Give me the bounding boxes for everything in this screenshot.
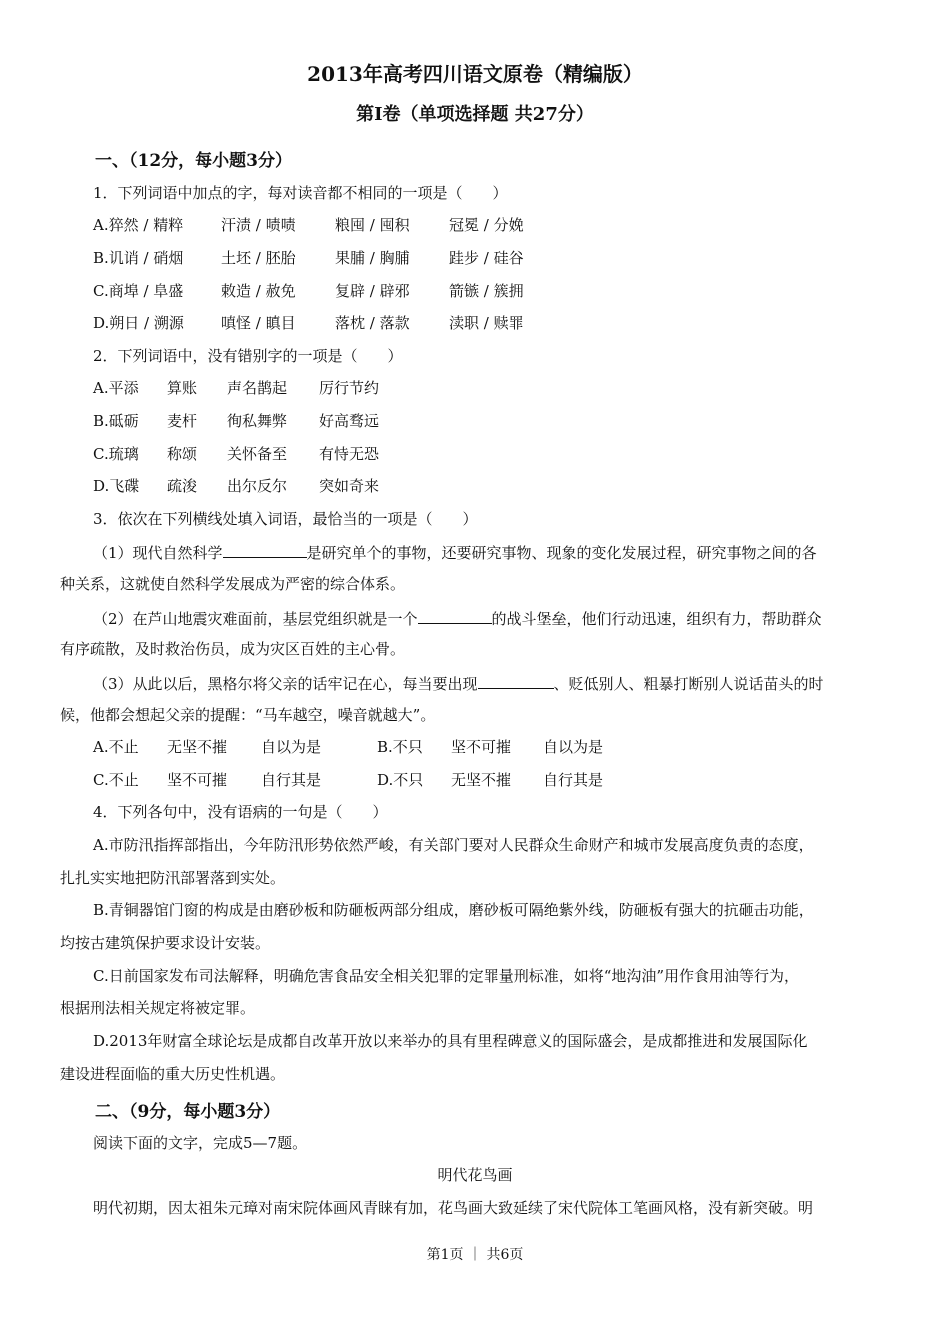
q4-option-b-cont: 均按古建筑保护要求设计安装。 <box>60 934 271 952</box>
fill-blank-1 <box>223 541 307 558</box>
q4-option-c-cont: 根据刑法相关规定将被定罪。 <box>60 999 256 1017</box>
q3-paragraph-3-cont: 候，他都会想起父亲的提醒：“马车越空，噪音就越大”。 <box>60 706 436 724</box>
q3-paragraph-1: （1）现代自然科学 是研究单个的事物，还要研究事物、现象的变化发展过程，研究事物之间的各 <box>93 541 817 563</box>
passage-line-1: 明代初期，因太祖朱元璋对南宋院体画风青睐有加，花鸟画大致延续了宋代院体工笔画风格，没有新突破。明 <box>93 1199 814 1217</box>
q4-option-d-cont: 建设进程面临的重大历史性机遇。 <box>60 1065 286 1083</box>
q3-paragraph-2-cont: 有序疏散，及时救治伤员，成为灾区百姓的主心骨。 <box>60 640 406 658</box>
q4-option-a-cont: 扎扎实实地把防汛部署落到实处。 <box>60 869 286 887</box>
fill-blank-3 <box>478 672 554 689</box>
fill-blank-2 <box>418 607 492 624</box>
q3-paragraph-3: （3）从此以后，黑格尔将父亲的话牢记在心，每当要出现 、贬低别人、粗暴打断别人说话苗头的时 <box>93 672 824 694</box>
q4-option-d: D.2013年财富全球论坛是成都自改革开放以来举办的具有里程碑意义的国际盛会，是成都推进和发展国际化 <box>93 1032 808 1050</box>
part-subtitle: 第Ⅰ卷（单项选择题 共27分） <box>356 104 594 125</box>
q4-stem: 4．下列各句中，没有语病的一句是（ ） <box>93 803 388 821</box>
document-title: 2013年高考四川语文原卷（精编版） <box>307 62 643 86</box>
q2-stem: 2．下列词语中，没有错别字的一项是（ ） <box>93 347 403 365</box>
section-1-heading: 一、（12分，每小题3分） <box>95 151 292 171</box>
q1-stem: 1．下列词语中加点的字，每对读音都不相同的一项是（ ） <box>93 184 508 202</box>
q3-paragraph-2: （2）在芦山地震灾难面前，基层党组织就是一个 的战斗堡垒，他们行动迅速，组织有力，帮助群众 <box>93 607 822 629</box>
page-footer: 第1页 ｜ 共6页 <box>426 1247 524 1263</box>
q4-option-b: B.青铜器馆门窗的构成是由磨砂板和防砸板两部分组成，磨砂板可隔绝紫外线，防砸板有强大的抗砸击功能， <box>93 901 814 919</box>
section-2-heading: 二、（9分，每小题3分） <box>95 1102 281 1122</box>
reading-intro: 阅读下面的文字，完成5—7题。 <box>93 1134 308 1152</box>
passage-title: 明代花鸟画 <box>437 1166 513 1184</box>
q4-option-a: A.市防汛指挥部指出，今年防汛形势依然严峻，有关部门要对人民群众生命财产和城市发展高度负责的态度， <box>93 836 814 854</box>
q4-option-c: C.日前国家发布司法解释，明确危害食品安全相关犯罪的定罪量刑标准，如将“地沟油”用作食用油等行为， <box>93 967 800 985</box>
q3-paragraph-1-cont: 种关系，这就使自然科学发展成为严密的综合体系。 <box>60 575 406 593</box>
q3-stem: 3．依次在下列横线处填入词语，最恰当的一项是（ ） <box>93 510 478 528</box>
